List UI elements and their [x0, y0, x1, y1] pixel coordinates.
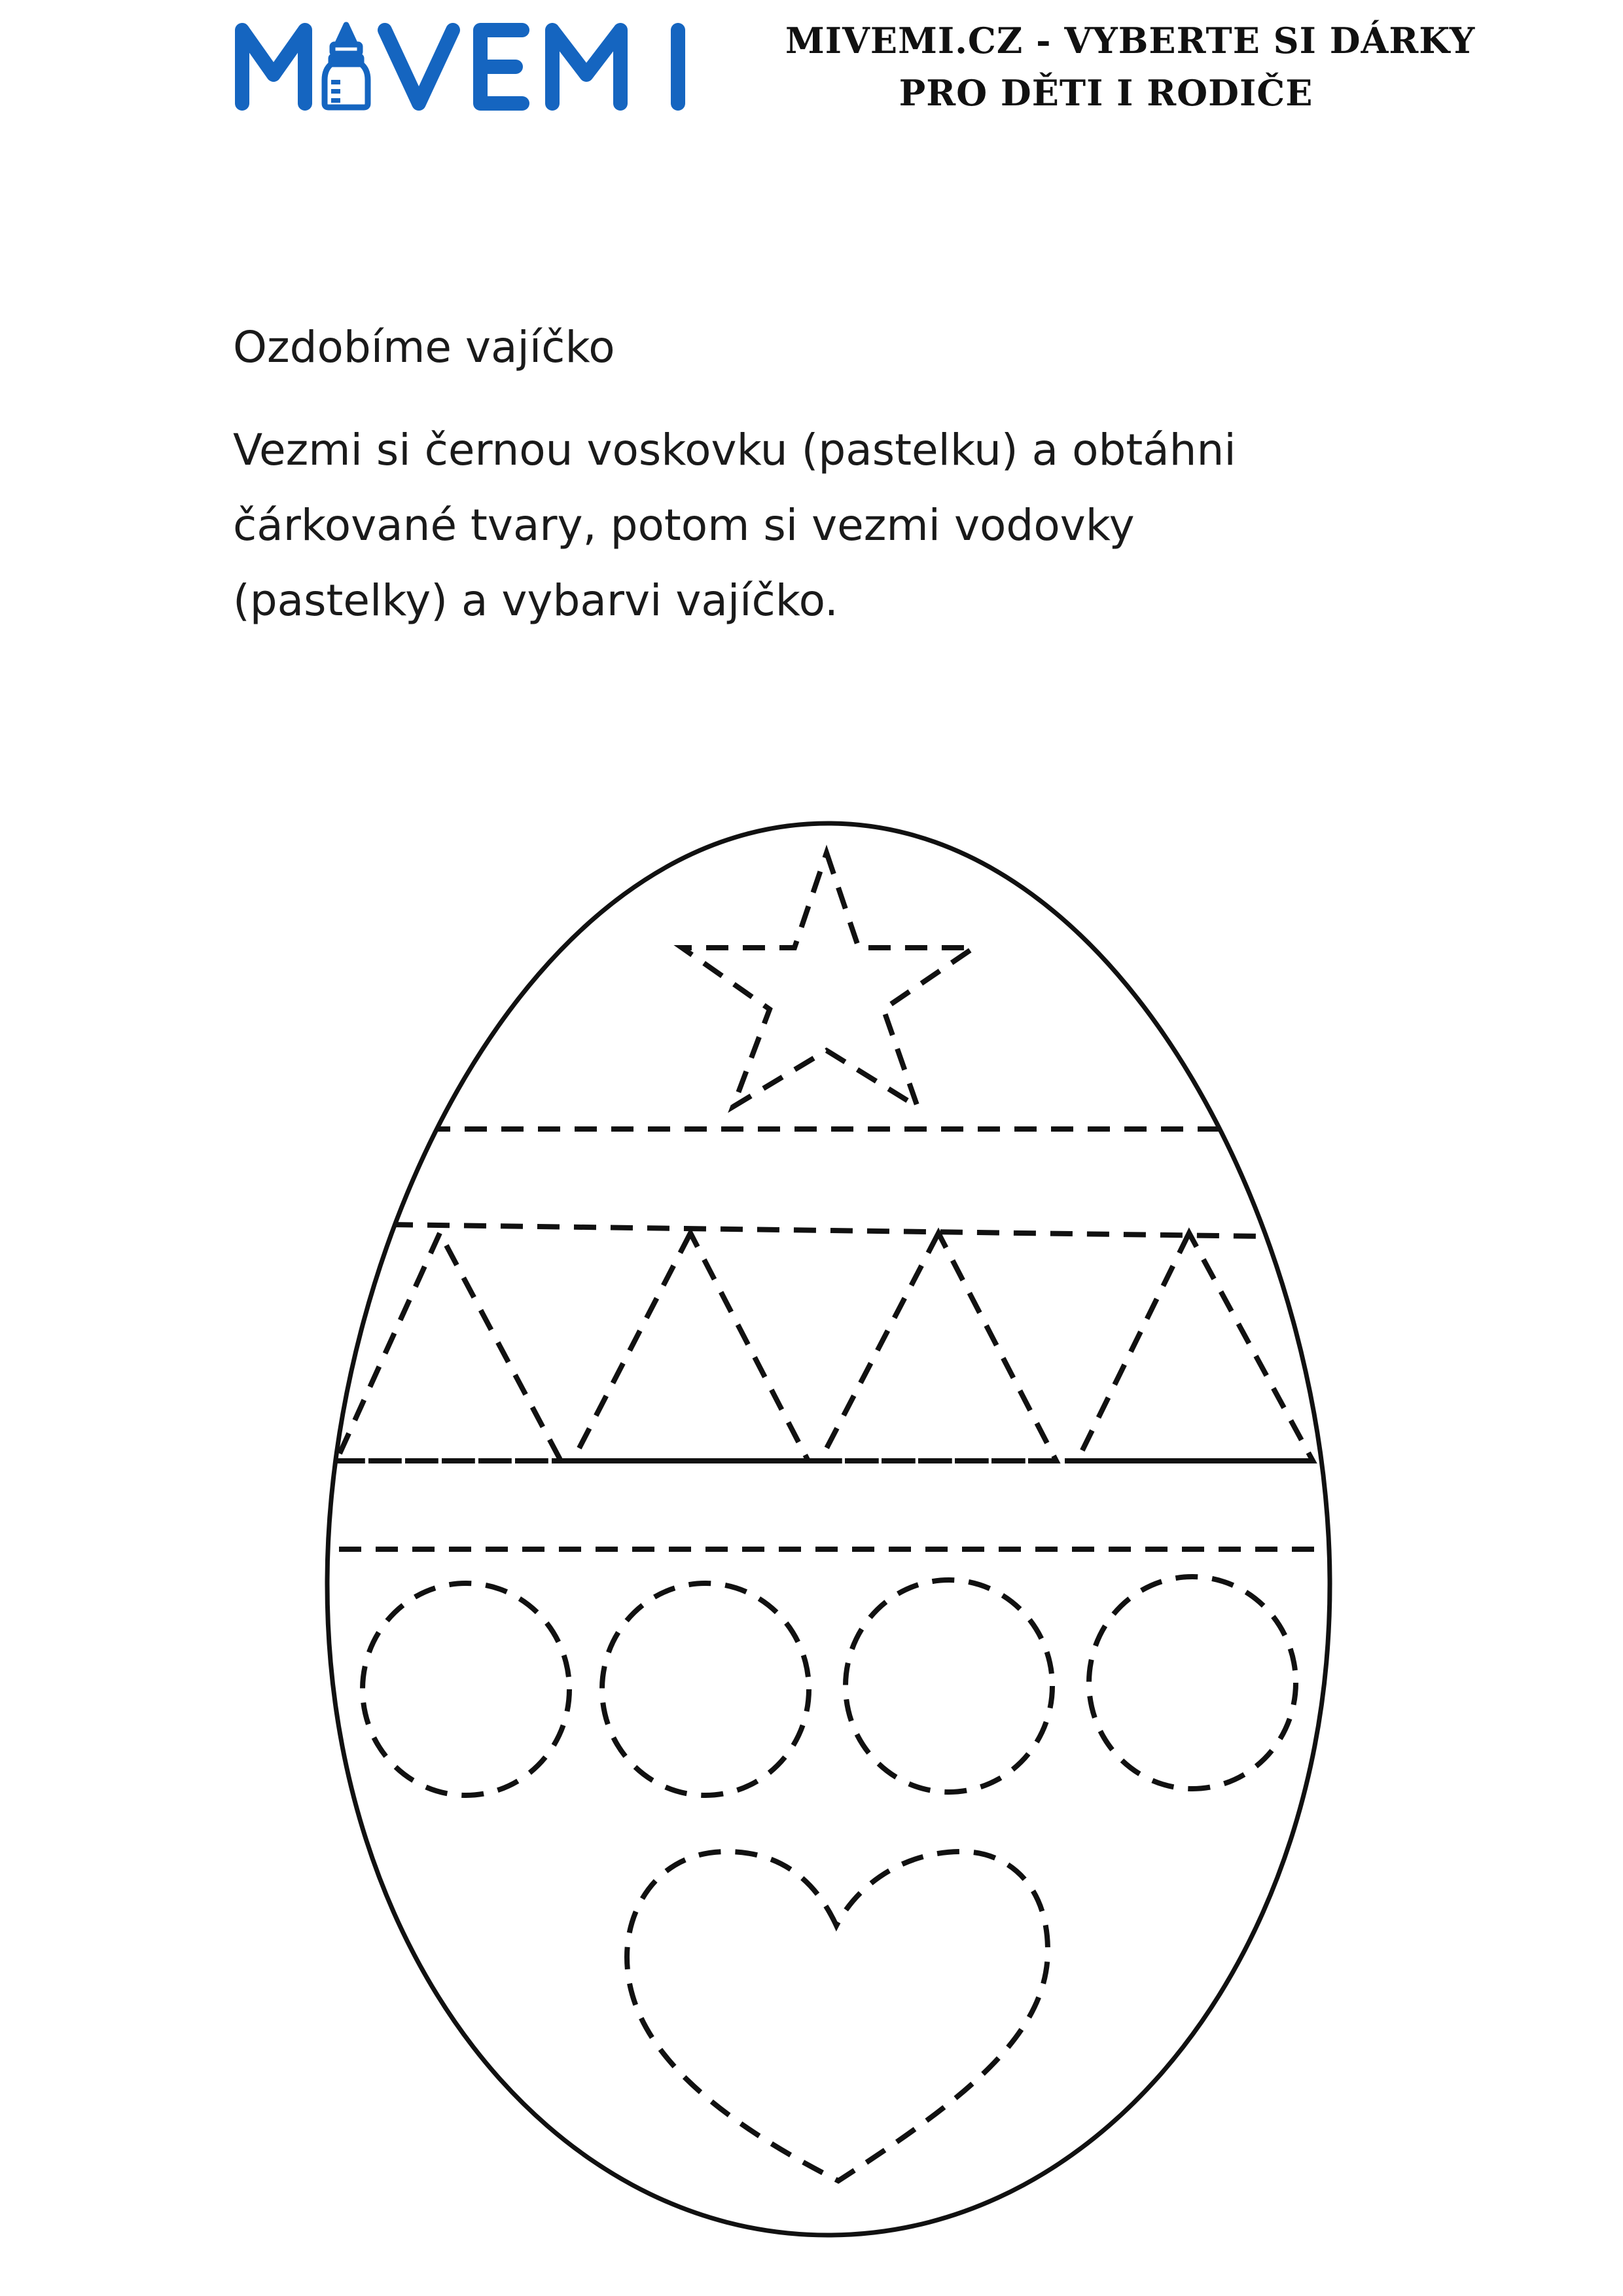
dashed-stripe-line — [391, 1225, 1266, 1236]
dashed-triangle — [336, 1233, 561, 1461]
dashed-heart — [627, 1852, 1048, 2181]
tagline-line-2: PRO DĚTI I RODIČE — [899, 72, 1313, 114]
instruction-line: Vezmi si černou voskovku (pastelku) a obtáhni — [233, 425, 1236, 475]
instruction-line: čárkované tvary, potom si vezmi vodovky — [233, 500, 1135, 550]
egg-outline — [327, 823, 1330, 2235]
dashed-star — [682, 853, 974, 1107]
worksheet-title: Ozdobíme vajíčko — [233, 322, 615, 372]
dashed-triangle — [820, 1233, 1056, 1461]
dashed-triangle — [573, 1233, 808, 1461]
dashed-circle — [1089, 1577, 1296, 1789]
dashed-circle — [846, 1580, 1052, 1792]
instruction-line: (pastelky) a vybarvi vajíčko. — [233, 575, 838, 626]
tagline-line-1: MIVEMI.CZ - VYBERTE SI DÁRKY — [785, 20, 1476, 62]
dashed-circle — [363, 1583, 569, 1795]
dashed-circle — [602, 1583, 809, 1795]
